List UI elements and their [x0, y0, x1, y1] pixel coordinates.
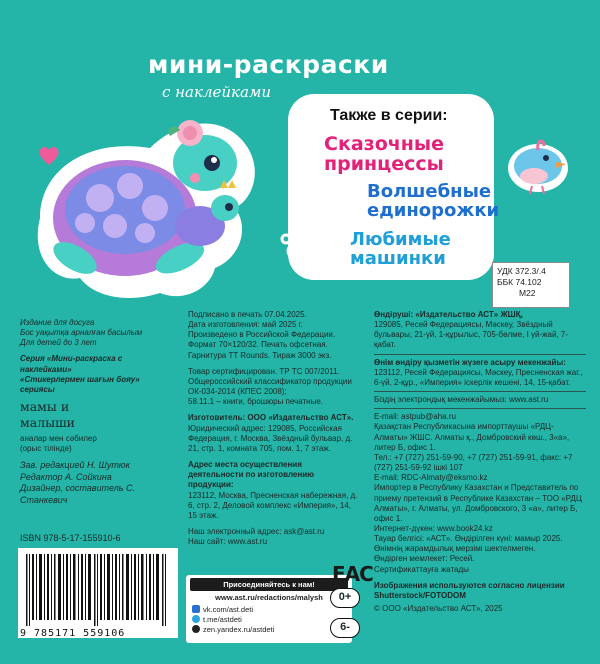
- bbk-line: ББК 74.102: [497, 277, 542, 288]
- social-box: [186, 575, 352, 643]
- copyright: © ООО «Издательство АСТ», 2025: [374, 604, 503, 614]
- series-label-kz: «Стикерлермен шағын бояу» сериясы: [20, 374, 140, 394]
- importer-kz: Қазақстан Республикасына импорттаушы «РДЦ-Алматы» ЖШС. Алматы қ., Домбровский көш., 3«а», литер Б, офис 1.: [374, 422, 570, 452]
- age-note: Для детей до 3 лет: [20, 338, 97, 348]
- site-line: Наш сайт: www.ast.ru: [188, 537, 268, 547]
- brand-logo: [148, 50, 389, 101]
- series-card: [292, 98, 500, 276]
- vk-link[interactable]: [192, 604, 352, 614]
- bird-illustration: [498, 128, 578, 198]
- producer-label-kz: Өндіруші: «Издательство АСТ» ЖШҚ,: [374, 310, 523, 319]
- age-limit-badge: 6-: [330, 618, 360, 638]
- classifier: Общероссийский классификатор продукции ОК-034-2014 (КПЕС 2008);: [188, 376, 352, 397]
- production-address-label: Адрес места осуществления деятельности по изготовлению продукции:: [188, 460, 314, 490]
- title-kz: аналар мен сәбилер: [20, 433, 97, 443]
- isbn: ISBN 978-5-17-155910-6: [20, 533, 121, 543]
- age-rating-badge: 0+: [330, 588, 360, 608]
- image-license: Изображения используются согласно лицензии Shutterstock/FOTODOM: [374, 580, 565, 600]
- language-note: (орыс тілінде): [20, 443, 72, 453]
- turtle-illustration: [0, 108, 290, 308]
- barcode-image: [18, 548, 178, 638]
- series-item-princesses[interactable]: [324, 135, 474, 175]
- online-shop: Интернет-дүкен: www.book24.kz: [374, 523, 493, 533]
- typeface-run: Гарнитура TT Rounds. Тираж 3000 экз.: [188, 350, 332, 360]
- brand-title: мини-раскраски: [148, 50, 389, 79]
- email-rdc: E-mail: RDC-Almaty@eksmo.kz: [374, 473, 488, 483]
- paw-icon: [278, 225, 318, 265]
- telegram-label: t.me/astdeti: [203, 614, 242, 624]
- credit-editor-chief: Зав. редакцией Н. Шутюк: [20, 459, 130, 470]
- vk-label: vk.com/ast.deti: [203, 604, 254, 614]
- telegram-link[interactable]: [192, 614, 352, 624]
- social-url-link[interactable]: www.ast.ru/redactions/malysh: [215, 593, 323, 602]
- series-item-cars[interactable]: [350, 231, 460, 269]
- credit-designer: Дизайнер, составитель С. Станкевич: [20, 483, 136, 505]
- brand-subtitle: с наклейками: [162, 83, 272, 101]
- made-in: Произведено в Российской Федерации.: [188, 330, 336, 340]
- email-kz: E-mail: astpub@aha.ru: [374, 412, 456, 422]
- barcode-digits: 9 785171 559106: [20, 628, 126, 639]
- producer-address-kz: 129085, Ресей Федерациясы, Мәскеу, Звёздный бульвары, 21-үй, 1-құрылыс, 705-бөлме, І үй-жай, 7-қабат.: [374, 320, 568, 350]
- series-item-unicorns[interactable]: [367, 181, 500, 221]
- vk-icon: [192, 605, 200, 613]
- udk-line: УДК 372.3/.4: [497, 266, 546, 276]
- series-item-label: Любимые машинки: [350, 229, 451, 269]
- credit-editor: Редактор А. Сойкина: [20, 471, 112, 482]
- series-item-label: Сказочные принцессы: [324, 133, 444, 175]
- shelf-life: Өнімнің жарамдылық мерзімі шектелмеген.: [374, 544, 536, 554]
- left-column: [20, 318, 170, 507]
- zen-label: zen.yandex.ru/astdeti: [203, 624, 275, 634]
- phone-line: Тел.: +7 (727) 251-59-90, +7 (727) 251-59-91, факс: +7 (727) 251-59-92 ішкі 107: [374, 452, 573, 473]
- book-title: мамы и малыши: [20, 399, 76, 431]
- activity-address-kz: 123112, Ресей Федерациясы, Мәскеу, Пресненская жаг., 6-үй, 2-құр., «Империя» іскерлік кешені, 14, 15-қабат.: [374, 367, 583, 387]
- zen-icon: [192, 625, 200, 633]
- manufacture-date: Дата изготовления: май 2025 г.: [188, 320, 303, 330]
- right-column: [374, 310, 586, 614]
- series-label: Серия «Мини-раскраска с наклейками»: [20, 354, 123, 374]
- country-line: Өндірген мемлекет: Ресей.: [374, 554, 475, 564]
- edition-type: Издание для досуга: [20, 318, 95, 327]
- signed-date: Подписано в печать 07.04.2025.: [188, 310, 307, 319]
- classifier-code: 58.11.1 – книги, брошюры печатные.: [188, 397, 323, 407]
- manufacturer-address: Юридический адрес: 129085, Российская Федерация, г. Москва, Звёздный бульвар, д. 21, стр. 1, комната 705, пом. 1, 7 этаж.: [188, 423, 353, 453]
- activity-address-label-kz: Өнім өндіру қызметін жүзеге асыру мекенжайы:: [374, 357, 566, 367]
- email-line: Наш электронный адрес: ask@ast.ru: [188, 526, 325, 536]
- website-kz: Біздің электрондық мекенжайымыз: www.ast.ru: [374, 395, 549, 405]
- social-heading: Присоединяйтесь к нам!: [190, 578, 348, 591]
- certification-kz: Сертификаттауға жатады: [374, 564, 469, 574]
- format: Формат 70×120/32. Печать офсетная.: [188, 340, 328, 350]
- importer-ru: Импортер в Республику Казахстан и Представитель по приему претензий в Республике Казахстан – ТОО «РДЦ Алматы», г. Алматы, ул. Домбровского, 3 «а», литер Б, офис 1.: [374, 483, 582, 523]
- zen-link[interactable]: [192, 624, 352, 634]
- eac-mark: ЕАС: [332, 562, 373, 586]
- trademark-line: Тауар белгісі: «АСТ». Өндірілген күні: мамыр 2025.: [374, 534, 563, 544]
- telegram-icon: [192, 615, 200, 623]
- udk-box: [492, 262, 570, 308]
- middle-column: [188, 310, 358, 547]
- production-address: 123112, Москва, Пресненская набережная, д. 6, стр. 2, Деловой комплекс «Империя», 14, 15 этаж.: [188, 490, 358, 520]
- manufacturer-label: Изготовитель: ООО «Издательство АСТ».: [188, 413, 354, 423]
- certification: Товар сертифицирован. ТР ТС 007/2011.: [188, 366, 340, 376]
- series-heading: Также в серии:: [330, 107, 448, 124]
- series-item-label: Волшебные единорожки: [367, 181, 500, 221]
- author-mark: М22: [519, 288, 536, 299]
- edition-type-kz: Бос уақытқа арналған басылым: [20, 328, 143, 338]
